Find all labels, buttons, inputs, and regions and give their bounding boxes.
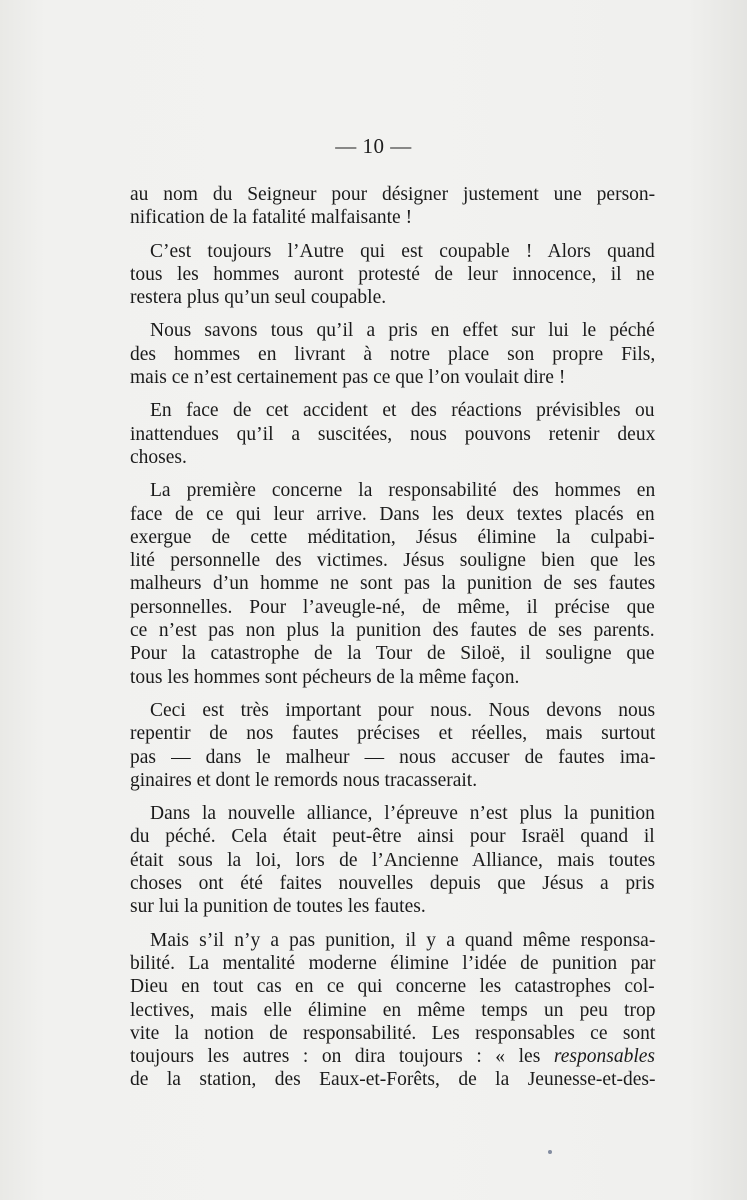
text-line: malheurs d’un homme ne sont pas la punition de ses fautes	[130, 573, 656, 595]
text-line	[130, 1045, 655, 1068]
text-line: sur lui la punition de toutes les fautes.	[130, 896, 426, 918]
text-line: Dans la nouvelle alliance, l’épreuve n’est plus la punition	[150, 803, 655, 825]
text-line: Dieu en tout cas en ce qui concerne les catastrophes col-	[130, 976, 655, 998]
text-line: au nom du Seigneur pour désigner justement une person-	[130, 184, 656, 205]
text-line: inattendues qu’il a suscitées, nous pouvons retenir deux	[130, 423, 656, 445]
text-line: Pour la catastrophe de la Tour de Siloë, il souligne que	[130, 643, 655, 665]
text-line: En face de cet accident et des réactions prévisibles ou	[150, 400, 655, 422]
text-line: Mais s’il n’y a pas punition, il y a quand même responsa-	[150, 929, 656, 951]
paragraph	[130, 802, 655, 918]
text-line: tous les hommes auront protesté de leur innocence, il ne	[130, 263, 655, 285]
text-line: lité personnelle des victimes. Jésus souligne bien que les	[130, 550, 656, 572]
text-line: ginaires et dont le remords nous tracasserait.	[130, 769, 478, 791]
text-line: des hommes en livrant à notre place son propre Fils,	[130, 343, 656, 365]
paragraph	[130, 183, 655, 230]
body-text	[130, 183, 655, 1102]
text-line	[130, 1068, 655, 1091]
paragraph	[130, 240, 655, 310]
text-line: du péché. Cela était peut-être ainsi pour Israël quand il	[130, 826, 655, 848]
paragraph	[130, 479, 655, 689]
italic-emphasis: responsables	[553, 1046, 655, 1068]
ink-speck	[548, 1150, 552, 1154]
text-run: de la station, des Eaux-et-Forêts, de la Jeunesse-et-des-	[130, 1069, 656, 1091]
text-line: Ceci est très important pour nous. Nous devons nous	[150, 699, 656, 721]
text-line: bilité. La mentalité moderne élimine l’idée de punition par	[130, 952, 656, 974]
text-line: face de ce qui leur arrive. Dans les deux textes placés en	[130, 503, 655, 525]
text-line: repentir de nos fautes précises et réelles, mais surtout	[130, 723, 656, 745]
text-line: nification de la fatalité malfaisante !	[130, 207, 413, 229]
text-line: La première concerne la responsabilité des hommes en	[150, 480, 656, 502]
text-line: pas — dans le malheur — nous accuser de fautes ima-	[130, 746, 656, 768]
paragraph	[130, 399, 655, 469]
paragraph	[130, 929, 655, 1092]
text-line: ce n’est pas non plus la punition des fautes de ses parents.	[130, 620, 655, 642]
text-line: vite la notion de responsabilité. Les responsables ce sont	[130, 1022, 656, 1044]
text-line: Nous savons tous qu’il a pris en effet sur lui le péché	[150, 320, 655, 342]
text-line: exergue de cette méditation, Jésus élimine la culpabi-	[130, 526, 655, 548]
text-run: toujours les autres : on dira toujours : « les	[130, 1046, 554, 1068]
text-line: était sous la loi, lors de l’Ancienne Alliance, mais toutes	[130, 849, 656, 871]
paragraph	[130, 699, 655, 792]
page-number: — 10 —	[335, 134, 412, 158]
text-line: tous les hommes sont pécheurs de la même façon.	[130, 666, 520, 688]
text-line: mais ce n’est certainement pas ce que l’on voulait dire !	[130, 367, 566, 389]
text-line: C’est toujours l’Autre qui est coupable ! Alors quand	[150, 240, 655, 262]
text-line: choses ont été faites nouvelles depuis que Jésus a pris	[130, 873, 655, 895]
text-line: restera plus qu’un seul coupable.	[130, 287, 387, 309]
paragraph	[130, 319, 655, 389]
text-line: lectives, mais elle élimine en même temps un peu trop	[130, 999, 656, 1021]
text-line: choses.	[130, 446, 187, 468]
text-line: personnelles. Pour l’aveugle-né, de même, il précise que	[130, 596, 655, 618]
